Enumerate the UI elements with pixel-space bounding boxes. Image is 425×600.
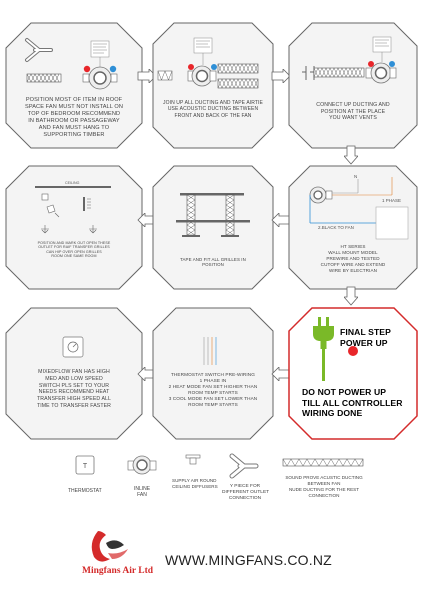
brand-name-part: Ming: [82, 566, 104, 576]
legend-diffuser-label: [172, 478, 216, 490]
text-line: TIME TO TRANSFER FASTER: [36, 402, 112, 409]
text-line: BETWEEN FAN: [307, 481, 341, 486]
duct-icon: [27, 74, 61, 82]
step-7-panel: [5, 307, 143, 440]
step-6-panel: [288, 165, 418, 290]
step-1-text: [11, 97, 137, 138]
text-line: INLINE: [133, 486, 151, 492]
step-3-illustration: [288, 22, 418, 149]
text-line: Y PIECE FOR: [229, 484, 261, 489]
text-line: MIXEDFLOW FAN HAS HIGH: [38, 369, 110, 375]
text-line: FAN: [137, 492, 147, 498]
text-line: CONNECTION: [308, 493, 340, 498]
text-line: 1 PHASE IN: [199, 378, 227, 384]
text-line: 3 COOL MODE FAN SET LOWER THAN: [168, 396, 258, 402]
inline-fan-icon: [128, 456, 156, 474]
text-line: HT SERIES: [340, 244, 366, 249]
text-line: ROOM ONE SAME ROOM: [51, 253, 97, 258]
brand-name-part: fans Air Ltd: [103, 566, 154, 576]
final-step-warning: [302, 387, 410, 419]
text-line: USE ACOUSTIC DUCTING BETWEEN: [167, 106, 259, 113]
text-line: MED AND LOW SPEED: [45, 375, 103, 382]
svg-text:T: T: [82, 463, 88, 470]
text-line: TILL ALL CONTROLLER: [302, 397, 403, 408]
step-2-panel: [152, 22, 274, 149]
text-line: ROOM TEMP STARTS: [188, 402, 238, 408]
step-5-panel: [152, 165, 274, 290]
text-line: ROOM TEMP STARTS: [188, 390, 238, 396]
text-line: SOUND PROVE ACUSTIC DUCTING: [285, 475, 363, 480]
step-6-text: [296, 244, 410, 274]
step-1-panel: [5, 22, 143, 149]
text-line: WALL MOUNT MODEL: [328, 249, 378, 255]
arrow-down-icon: [344, 286, 358, 306]
text-line: POSITION AT THE PLACE: [320, 108, 386, 115]
step-4-panel: [5, 165, 143, 290]
text-line: CAN HIP OVER OPEN GRILLES: [46, 249, 102, 254]
step-8-text: [156, 372, 270, 409]
legend-y-piece-label: [222, 484, 268, 502]
final-step-panel: [288, 307, 418, 440]
text-line: CEILING DIFFUSERS: [172, 484, 218, 489]
ceiling-label: CEILING: [65, 181, 80, 185]
thermostat-icon: [76, 456, 94, 474]
text-line: CONNECTION: [228, 496, 262, 501]
text-line: CONNECT UP DUCTING AND: [316, 102, 390, 108]
n-label: N: [354, 174, 358, 179]
inline-fan-icon: [83, 41, 117, 89]
website-url[interactable]: WWW.MINGFANS.CO.NZ: [165, 552, 332, 568]
text-line: POSITION AND MARK OUT OPEN THESE: [37, 241, 111, 245]
text-line: DIFFERENT OUTLET: [222, 490, 270, 495]
step-4-text: [13, 241, 135, 258]
arrow-down-icon: [344, 145, 358, 165]
text-line: YOU WANT VENTS: [329, 115, 377, 121]
y-piece-icon: [232, 456, 256, 476]
text-line: PREWIRE AND TESTED: [326, 255, 380, 261]
text-line: SUPPLY AIR ROUND: [172, 478, 217, 483]
ceiling-diffuser-icon: [186, 455, 200, 464]
step-5-illustration: [152, 165, 274, 290]
brand-name: [82, 566, 153, 576]
text-line: NEEDS RECOMMEND HEAT: [38, 389, 110, 396]
text-line: THERMOSTAT SWITCH PRE-WIRING: [170, 372, 256, 377]
text-line: POSITION: [202, 262, 224, 268]
text-line: WIRING DONE: [302, 408, 363, 418]
text-line: AND FAN MUST HANG TO: [38, 124, 110, 131]
black-to-fan-label: 2.BLACK TO FAN: [318, 225, 354, 230]
text-line: DO NOT POWER UP: [302, 387, 387, 397]
text-line: SUPPORTING TIMBER: [43, 131, 105, 138]
step-2-illustration: [152, 22, 274, 149]
text-line: POSITION MOST OF ITEM IN ROOF: [25, 97, 123, 103]
legend-ducting-label: [280, 475, 368, 499]
text-line: OUTLET FOR RAIF TRANSFER GRILLES: [38, 245, 110, 250]
y-piece-icon: [27, 40, 51, 60]
step-7-text: [15, 369, 133, 410]
text-line: IN BATHROOM OR PASSAGEWAY: [28, 117, 120, 124]
final-step-title: [340, 327, 412, 348]
step-3-text: [293, 102, 413, 122]
text-line: 2 HEAT MODE FAN SET HIGHER THAN: [168, 384, 258, 390]
text-line: WIRE BY ELECTRIAN: [328, 267, 378, 273]
step-5-text: [158, 257, 268, 268]
text-line: SWITCH PLS SET TO YOUR: [38, 382, 110, 389]
text-line: JOIN UP ALL DUCTING AND TAPE AIRTIE: [163, 100, 263, 106]
text-line: POWER UP: [340, 337, 388, 348]
step-3-panel: [288, 22, 418, 149]
legend-inline-fan-label: [128, 486, 156, 498]
text-line: TAPE AND FIT ALL GRILLES IN: [180, 257, 246, 262]
text-line: CUTOFF WIRE AND EXTEND: [320, 261, 386, 267]
text-line: TRANSFER HIGH SPEED ALL: [36, 396, 112, 403]
text-line: NUDE DUCTING FOR THE REST: [288, 487, 360, 492]
ducting-icon: [283, 459, 363, 466]
phase-label: 1 PHASE: [382, 198, 402, 203]
text-line: FINAL STEP: [340, 327, 391, 337]
text-line: SPACE FAN MUST NOT INSTALL ON: [24, 103, 123, 110]
mingfans-logo-icon: [84, 527, 134, 567]
step-2-text: [156, 100, 270, 119]
text-line: TOP OF BEDROOM RECOMMEND: [27, 110, 121, 117]
step-8-panel: [152, 307, 274, 440]
text-line: FRONT AND BACK OF THE FAN: [174, 112, 252, 119]
legend-thermostat-label: THERMOSTAT: [68, 488, 102, 494]
